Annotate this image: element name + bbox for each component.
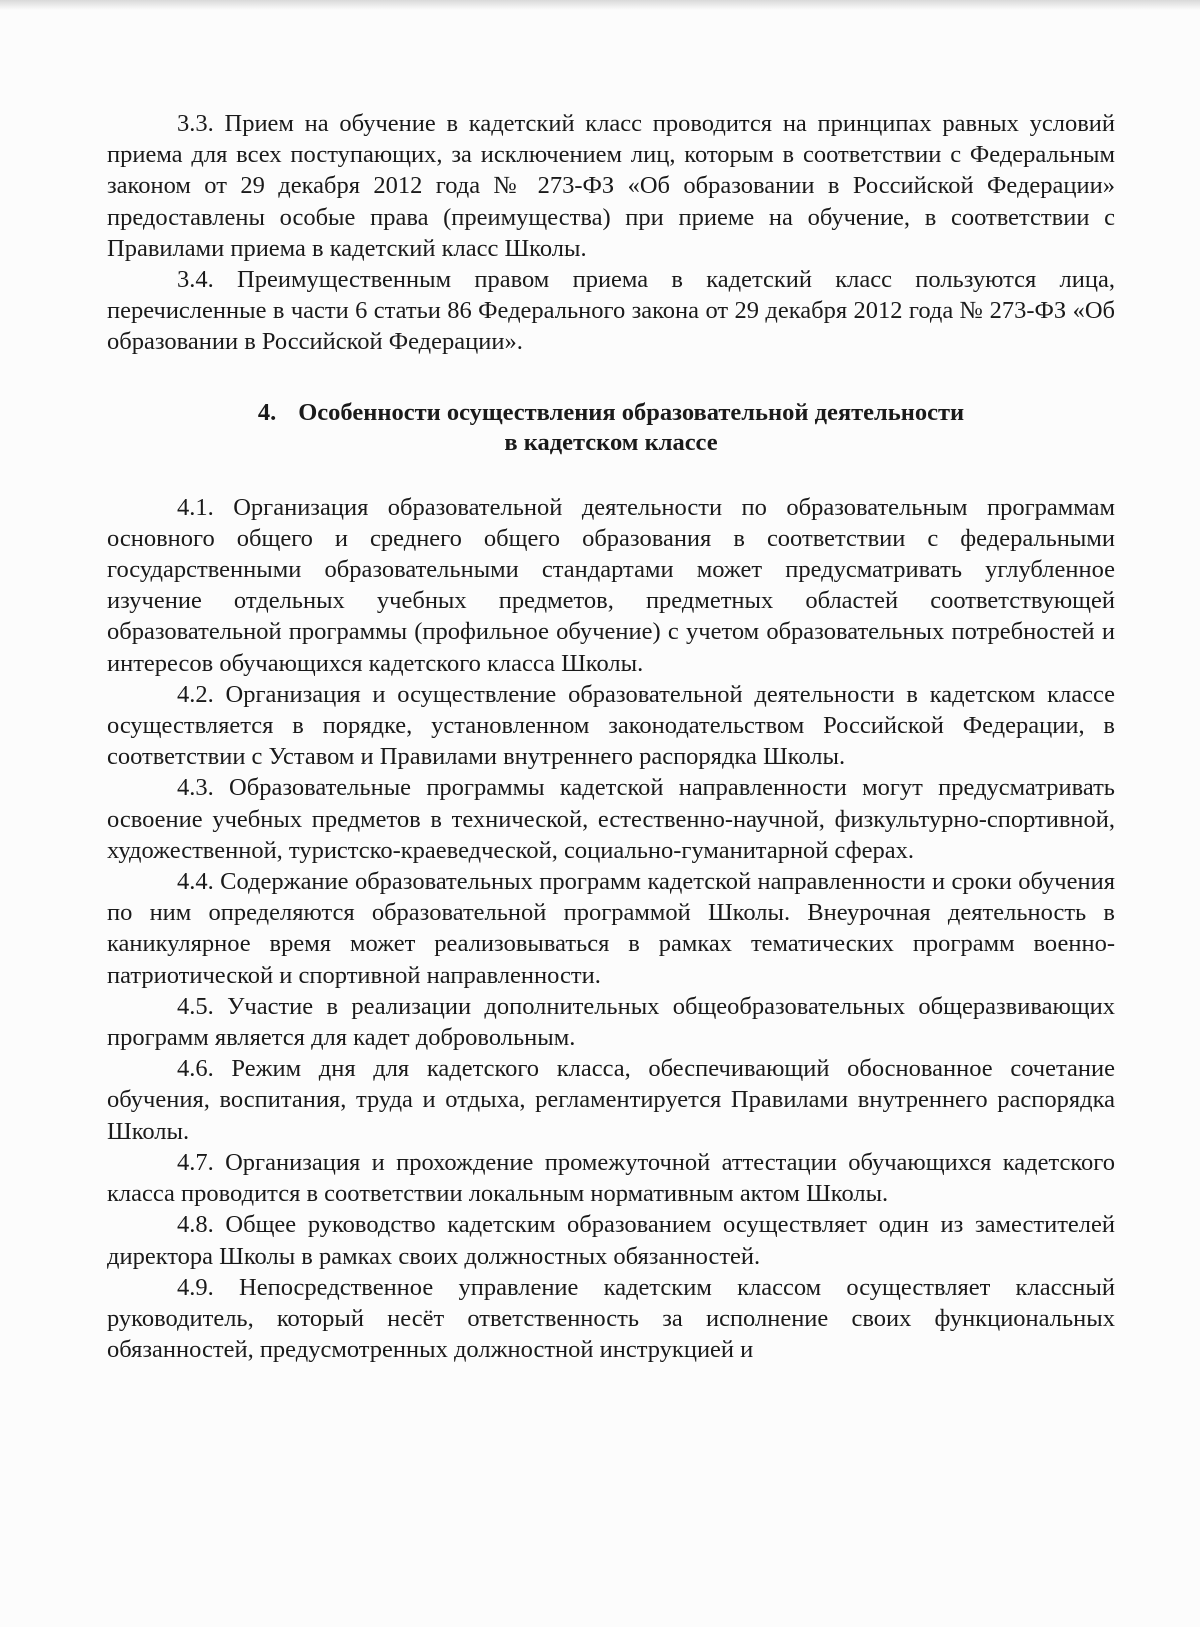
paragraph-4-8: 4.8. Общее руководство кадетским образованием осуществляет один из заместителей директора Школы в рамках своих должностных обязанностей. [107, 1211, 1115, 1270]
scan-edge [0, 0, 1200, 10]
paragraph-4-2: 4.2. Организация и осуществление образовательной деятельности в кадетском классе осуществляется в порядке, установленном законодательством Российской Федерации, в соответствии с Уставом и Правилами внутреннего распорядка Школы. [107, 680, 1115, 771]
paragraph-3-3: 3.3. Прием на обучение в кадетский класс проводится на принципах равных условий приема для всех поступающих, за исключением лиц, которым в соответствии с Федеральным законом от 29 декабря 2012 года № 273-ФЗ «Об образовании в Российской Федерации» предоставлены особые права (преимущества) при приеме на обучение, в соответствии с Правилами приема в кадетский класс Школы. [107, 110, 1115, 262]
paragraph-3-4: 3.4. Преимущественным правом приема в кадетский класс пользуются лица, перечисленные в части 6 статьи 86 Федерального закона от 29 декабря 2012 года № 273-ФЗ «Об образовании в Российской Федерации». [107, 266, 1115, 356]
section-4-heading [107, 398, 1115, 458]
paragraph-4-3: 4.3. Образовательные программы кадетской направленности могут предусматривать освоение учебных предметов в технической, естественно-научной, физкультурно-спортивной, художественной, туристско-краеведческой, социально-гуманитарной сферах. [107, 774, 1115, 864]
document-body [107, 108, 1115, 1365]
paragraph-4-1: 4.1. Организация образовательной деятельности по образовательным программам основного общего и среднего общего образования в соответствии с федеральными государственными образовательными стандартами может предусматривать углубленное изучение отдельных учебных предметов, предметных областей соответствующей образовательной программы (профильное обучение) с учетом образовательных потребностей и интересов обучающихся кадетского класса Школы. [107, 493, 1115, 677]
section-4-number: 4. [257, 398, 277, 426]
paragraph-4-5: 4.5. Участие в реализации дополнительных общеобразовательных общеразвивающих программ является для кадет добровольным. [107, 992, 1115, 1052]
section-4-title-line-2: в кадетском классе [504, 428, 718, 456]
paragraph-4-7: 4.7. Организация и прохождение промежуточной аттестации обучающихся кадетского класса проводится в соответствии локальным нормативным актом Школы. [107, 1148, 1115, 1208]
section-4-title-line-1: Особенности осуществления образовательной деятельности [298, 398, 965, 426]
paragraph-4-4: 4.4. Содержание образовательных программ кадетской направленности и сроки обучения по ним определяются образовательной программой Школы. Внеурочная деятельность в каникулярное время может реализовываться в рамках тематических программ военно-патриотической и спортивной направленности. [107, 868, 1115, 989]
section-4-heading-line-1 [107, 398, 1115, 428]
paragraph-4-9: 4.9. Непосредственное управление кадетским классом осуществляет классный руководитель, который несёт ответственность за исполнение своих функциональных обязанностей, предусмотренных должностной инструкцией и [107, 1273, 1115, 1364]
paragraph-4-6: 4.6. Режим дня для кадетского класса, обеспечивающий обоснованное сочетание обучения, воспитания, труда и отдыха, регламентируется Правилами внутреннего распорядка Школы. [107, 1055, 1115, 1145]
